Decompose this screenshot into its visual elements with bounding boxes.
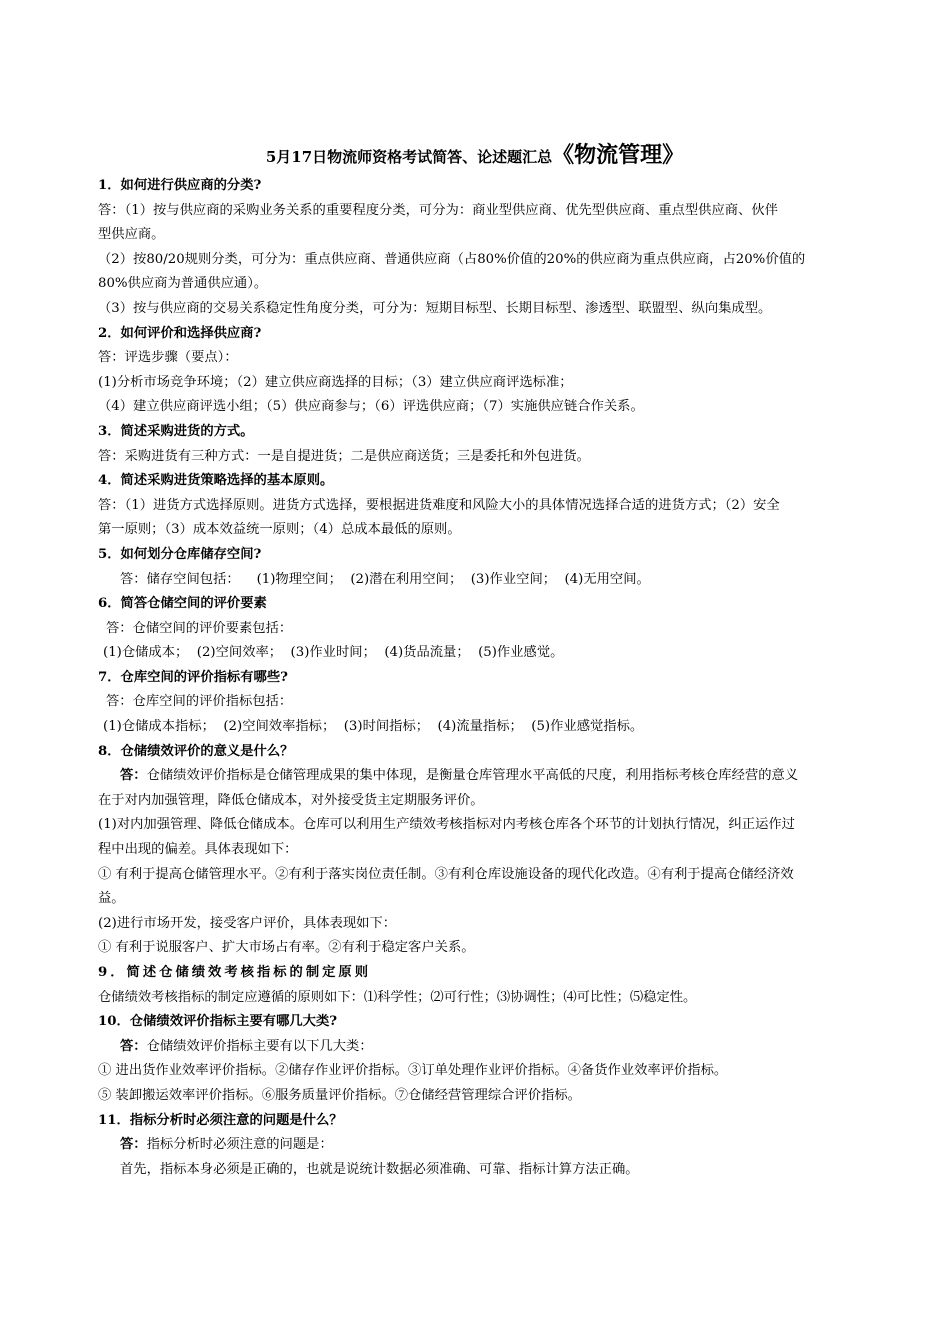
line-text: 5．如何划分仓库储存空间? <box>98 546 262 562</box>
answer-line <box>98 494 858 519</box>
line-text: 答：储存空间包括： (1)物理空间； (2)潜在利用空间； (3)作业空间； (4)无用空间。 <box>120 571 650 587</box>
line-text: 第一原则；（3）成本效益统一原则；（4）总成本最低的原则。 <box>98 522 461 538</box>
question-heading <box>98 322 858 347</box>
answer-line <box>98 1035 858 1060</box>
answer-line <box>98 297 858 322</box>
answer-line <box>98 445 858 470</box>
answer-line <box>98 986 858 1011</box>
question-heading <box>98 1109 858 1134</box>
answer-line <box>98 518 858 543</box>
question-heading <box>98 1010 858 1035</box>
line-text: 仓储绩效评价指标主要有以下几大类： <box>146 1038 373 1054</box>
question-heading <box>98 420 858 445</box>
line-text: 80%供应商为普通供应通）。 <box>98 276 268 292</box>
title-main: 5月17日物流师资格考试简答、论述题汇总 <box>265 148 553 166</box>
answer-line <box>98 887 858 912</box>
answer-line <box>98 395 858 420</box>
answer-line <box>98 764 858 789</box>
line-text: 指标分析时必须注意的问题是： <box>146 1137 333 1153</box>
line-text: (1)仓储成本指标； (2)空间效率指标； (3)时间指标； (4)流量指标； (5)作业感觉指标。 <box>103 719 644 735</box>
line-text: （3）按与供应商的交易关系稳定性角度分类，可分为：短期目标型、长期目标型、渗透型、联盟型、纵向集成型。 <box>98 300 772 316</box>
line-text: (2)进行市场开发，接受客户评价，具体表现如下： <box>98 915 397 931</box>
question-heading <box>98 174 858 199</box>
line-text: 2．如何评价和选择供应商? <box>98 325 262 341</box>
question-heading <box>98 666 858 691</box>
question-heading <box>98 543 858 568</box>
answer-label: 答： <box>120 1137 147 1153</box>
line-text: 益。 <box>98 891 125 907</box>
answer-line <box>98 248 858 273</box>
answer-line <box>98 223 858 248</box>
answer-line <box>98 1084 858 1109</box>
line-text: （4）建立供应商评选小组；（5）供应商参与；（6）评选供应商；（7）实施供应链合作关系。 <box>98 399 644 415</box>
line-text: ① 有利于提高仓储管理水平。②有利于落实岗位责任制。③有利仓库设施设备的现代化改造。④有利于提高仓储经济效 <box>98 866 794 882</box>
question-heading <box>98 469 858 494</box>
answer-line <box>98 813 858 838</box>
line-text: 4．简述采购进货策略选择的基本原则。 <box>98 473 334 489</box>
line-text: 程中出现的偏差。具体表现如下： <box>98 842 298 858</box>
question-heading <box>98 740 858 765</box>
document-body <box>98 174 858 1182</box>
answer-line <box>98 199 858 224</box>
line-text: 答：仓库空间的评价指标包括： <box>106 694 293 710</box>
line-text: 7．仓库空间的评价指标有哪些? <box>98 669 288 685</box>
document-title <box>0 138 950 169</box>
answer-line <box>98 863 858 888</box>
line-text: 仓储绩效考核指标的制定应遵循的原则如下：⑴科学性；⑵可行性；⑶协调性；⑷可比性；⑸稳定性。 <box>98 989 697 1005</box>
line-text: ⑤ 装卸搬运效率评价指标。⑥服务质量评价指标。⑦仓储经营管理综合评价指标。 <box>98 1087 581 1103</box>
line-text: ① 进出货作业效率评价指标。②储存作业评价指标。③订单处理作业评价指标。④备货作业效率评价指标。 <box>98 1063 728 1079</box>
answer-line <box>98 690 858 715</box>
line-text: 答：采购进货有三种方式：一是自提进货；二是供应商送货；三是委托和外包进货。 <box>98 448 590 464</box>
answer-label: 答： <box>120 768 147 784</box>
answer-line <box>98 838 858 863</box>
line-text: 3．简述采购进货的方式。 <box>98 423 254 439</box>
answer-label: 答： <box>120 1038 147 1054</box>
title-book: 《物流管理》 <box>552 142 685 168</box>
line-text: 1．如何进行供应商的分类? <box>98 178 262 193</box>
line-text: 11．指标分析时必须注意的问题是什么？ <box>98 1112 343 1128</box>
answer-line <box>98 346 858 371</box>
line-text: 6．简答仓储空间的评价要素 <box>98 596 267 612</box>
answer-line <box>98 789 858 814</box>
line-text: （2）按80/20规则分类，可分为：重点供应商、普通供应商（占80%价值的20%的供应商为重点供应商，占20%价值的 <box>98 251 806 267</box>
answer-line <box>98 1158 858 1183</box>
line-text: (1)仓储成本； (2)空间效率； (3)作业时间； (4)货品流量； (5)作业感觉。 <box>103 645 564 661</box>
line-text: 在于对内加强管理，降低仓储成本，对外接受货主定期服务评价。 <box>98 792 484 808</box>
line-text: 仓储绩效评价指标是仓储管理成果的集中体现，是衡量仓库管理水平高低的尺度，利用指标考核仓库经营的意义 <box>146 768 799 784</box>
line-text: 答：（1）进货方式选择原则。进货方式选择，要根据进货难度和风险大小的具体情况选择合适的进货方式；（2）安全 <box>98 497 780 513</box>
answer-line <box>98 715 858 740</box>
line-text: ① 有利于说服客户、扩大市场占有率。②有利于稳定客户关系。 <box>98 940 475 956</box>
line-text: 型供应商。 <box>98 227 165 243</box>
line-text: 答：评选步骤（要点）： <box>98 350 238 366</box>
line-text: 答：仓储空间的评价要素包括： <box>106 620 293 636</box>
line-text: 首先，指标本身必须是正确的，也就是说统计数据必须准确、可靠、指标计算方法正确。 <box>120 1161 639 1177</box>
answer-line <box>98 912 858 937</box>
question-heading <box>98 961 858 986</box>
answer-line <box>98 617 858 642</box>
answer-line <box>98 1059 858 1084</box>
line-text: (1)对内加强管理、降低仓储成本。仓库可以利用生产绩效考核指标对内考核仓库各个环节的计划执行情况，纠正运作过 <box>98 817 795 833</box>
answer-line <box>98 568 858 593</box>
answer-line <box>98 641 858 666</box>
question-heading <box>98 592 858 617</box>
answer-line <box>98 936 858 961</box>
answer-line <box>98 272 858 297</box>
answer-line <box>98 371 858 396</box>
line-text: 答：（1）按与供应商的采购业务关系的重要程度分类，可分为：商业型供应商、优先型供应商、重点型供应商、伙伴 <box>98 202 778 218</box>
line-text: (1)分析市场竞争环境；（2）建立供应商选择的目标；（3）建立供应商评选标准； <box>98 374 573 390</box>
line-text: 10．仓储绩效评价指标主要有哪几大类? <box>98 1014 338 1030</box>
line-text: 8．仓储绩效评价的意义是什么？ <box>98 743 294 759</box>
line-text: 9．简述仓储绩效考核指标的制定原则 <box>98 965 372 980</box>
answer-line <box>98 1133 858 1158</box>
